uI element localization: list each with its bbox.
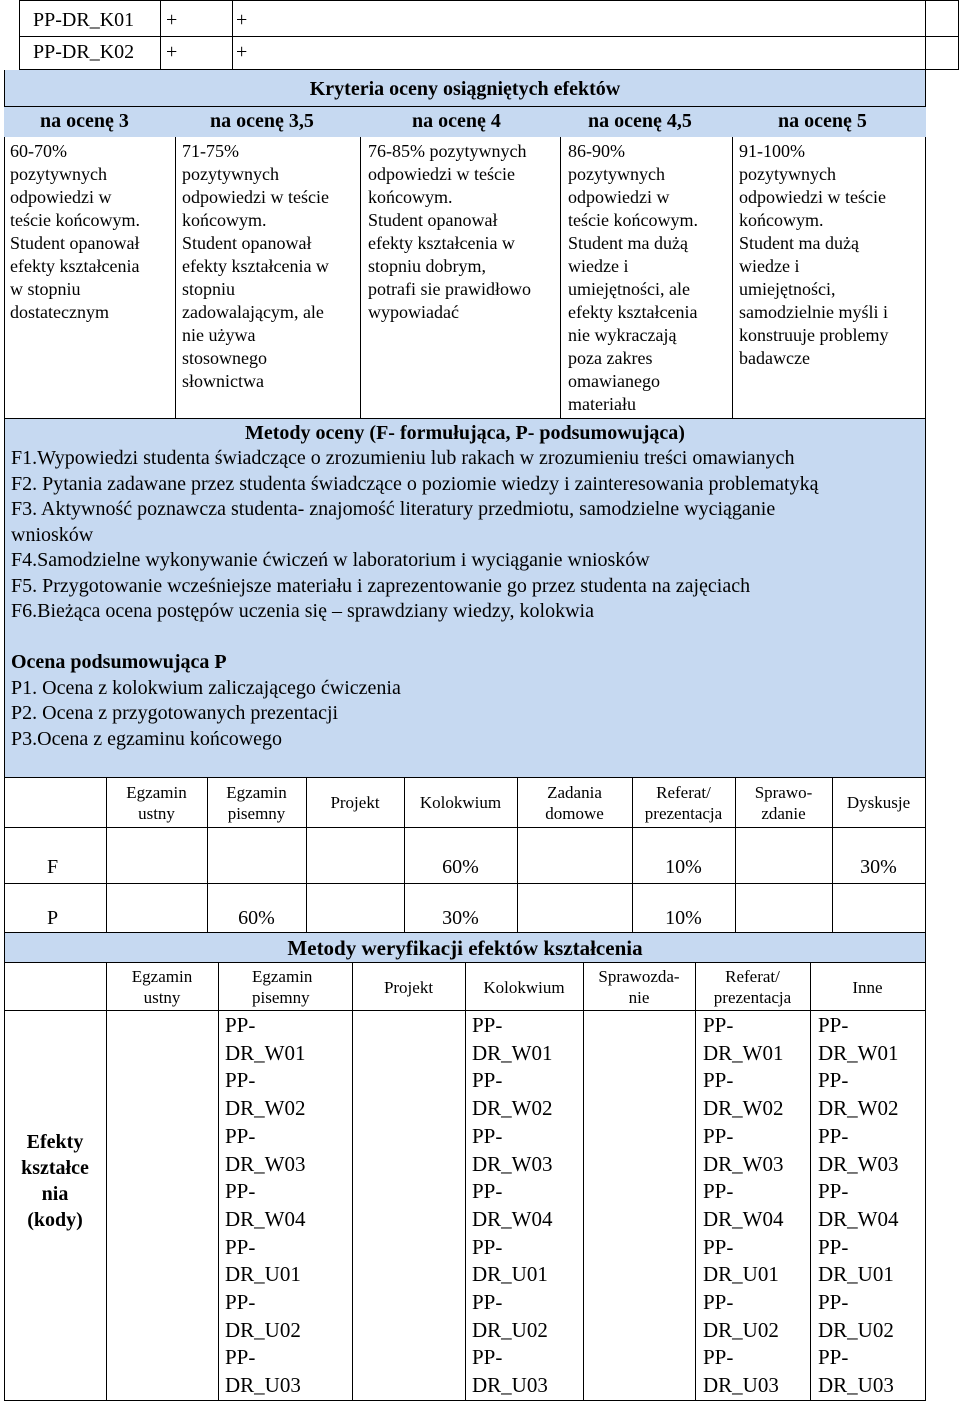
method-p2: P2. Ocena z przygotowanych prezentacji — [11, 702, 339, 724]
weights-row-p-label: P — [47, 907, 59, 929]
weights-p-kolokwium: 30% — [442, 907, 479, 929]
row-k02-col2: + — [236, 41, 248, 63]
verif-header-egzamin-ustny: Egzamin ustny — [131, 967, 193, 1007]
verif-codes-pisemny: PP- DR_W01 PP- DR_W02 PP- DR_W03 PP- DR_W04 PP- DR_U01 PP- DR_U02 PP- DR_U03 — [225, 1013, 306, 1398]
row-k01-code: PP-DR_K01 — [33, 9, 135, 31]
weights-header-kolokwium: Kolokwium — [419, 793, 502, 812]
method-f6: F6.Bieżąca ocena postępów uczenia się – sprawdziany wiedzy, kolokwia — [11, 600, 594, 622]
method-p3: P3.Ocena z egzaminu końcowego — [11, 727, 283, 750]
verif-header-projekt: Projekt — [383, 978, 434, 997]
method-f1: F1.Wypowiedzi studenta świadczące o zrozumieniu lub rakach w zrozumieniu treści omawianych — [11, 447, 795, 469]
verif-header-inne: Inne — [852, 978, 883, 997]
weights-header-egzamin-pisemny: Egzamin pisemny — [226, 783, 287, 823]
verif-codes-kolokwium: PP- DR_W01 PP- DR_W02 PP- DR_W03 PP- DR_W04 PP- DR_U01 PP- DR_U02 PP- DR_U03 — [472, 1013, 553, 1398]
method-f3: F3. Aktywność poznawcza studenta- znajomość literatury przedmiotu, samodzielne wyciąganie wniosków — [11, 498, 776, 546]
weights-p-referat: 10% — [665, 907, 702, 929]
verif-header-egzamin-pisemny: Egzamin pisemny — [252, 967, 313, 1007]
verif-header-kolokwium: Kolokwium — [483, 978, 565, 997]
grade-label-5: na ocenę 5 — [778, 110, 867, 132]
weights-row-f-label: F — [47, 856, 59, 878]
criteria-desc-5: 91-100% pozytywnych odpowiedzi w teście końcowym. Student ma dużą wiedze i umiejętności, samodzielnie myśli i konstruuje problemy badawcze — [739, 141, 889, 368]
row-k01-col2: + — [236, 9, 248, 31]
verif-header-sprawozdanie: Sprawozda- nie — [598, 967, 680, 1007]
verif-header-referat: Referat/ prezentacja — [713, 967, 792, 1007]
weights-header-referat: Referat/ prezentacja — [644, 783, 723, 823]
criteria-desc-3: 60-70% pozytywnych odpowiedzi w teście końcowym. Student opanował efekty kształcenia w stopniu dostatecznym — [10, 141, 140, 322]
grade-label-45: na ocenę 4,5 — [588, 110, 692, 132]
verif-codes-inne: PP- DR_W01 PP- DR_W02 PP- DR_W03 PP- DR_W04 PP- DR_U01 PP- DR_U02 PP- DR_U03 — [818, 1013, 899, 1398]
methods-summative-list — [11, 650, 921, 752]
methods-title: Metody oceny (F- formułująca, P- podsumowująca) — [245, 422, 685, 444]
weights-p-pisemny: 60% — [238, 907, 275, 929]
row-k01-col1: + — [166, 9, 178, 31]
row-k02-col1: + — [166, 41, 178, 63]
verification-title: Metody weryfikacji efektów kształcenia — [287, 936, 643, 960]
top-rows-table — [0, 0, 960, 70]
grade-label-4: na ocenę 4 — [412, 110, 501, 132]
grade-label-35: na ocenę 3,5 — [210, 110, 314, 132]
method-p1: P1. Ocena z kolokwium zaliczającego ćwiczenia — [11, 676, 401, 699]
weights-header-egzamin-ustny: Egzamin ustny — [126, 783, 187, 823]
verif-codes-referat: PP- DR_W01 PP- DR_W02 PP- DR_W03 PP- DR_W04 PP- DR_U01 PP- DR_U02 PP- DR_U03 — [703, 1013, 784, 1398]
weights-header-zadania: Zadania domowe — [545, 783, 604, 823]
verif-row-label: Efekty kształce nia (kody) — [21, 1131, 89, 1231]
summative-title: Ocena podsumowująca P — [11, 651, 227, 673]
row-k02-code: PP-DR_K02 — [33, 41, 135, 63]
methods-formative-list — [11, 446, 921, 625]
weights-header-sprawozdanie: Sprawo- zdanie — [754, 783, 813, 823]
criteria-desc-35: 71-75% pozytywnych odpowiedzi w teście końcowym. Student opanował efekty kształcenia w stopniu zadowalającym, ale nie używa stosownego słownictwa — [182, 141, 329, 391]
criteria-title: Kryteria oceny osiągniętych efektów — [309, 78, 621, 100]
method-f4: F4.Samodzielne wykonywanie ćwiczeń w laboratorium i wyciąganie wniosków — [11, 549, 650, 571]
weights-f-referat: 10% — [665, 856, 702, 878]
weights-table — [0, 777, 960, 932]
criteria-desc-4: 76-85% pozytywnych odpowiedzi w teście końcowym. Student opanował efekty kształcenia w stopniu dobrym, potrafi sie prawidłowo wypowiadać — [368, 141, 531, 322]
verification-table — [0, 932, 960, 1404]
method-f2: F2. Pytania zadawane przez studenta świadczące o poziomie wiedzy i zainteresowania problematyką — [11, 472, 819, 495]
weights-f-dyskusje: 30% — [860, 856, 897, 878]
grade-label-3: na ocenę 3 — [40, 110, 129, 132]
weights-header-projekt: Projekt — [330, 793, 380, 812]
weights-f-kolokwium: 60% — [442, 856, 479, 878]
method-f5: F5. Przygotowanie wcześniejsze materiału i zaprezentowanie go przez studenta na zajęciach — [11, 574, 751, 597]
weights-header-dyskusje: Dyskusje — [846, 793, 911, 812]
criteria-desc-45: 86-90% pozytywnych odpowiedzi w teście końcowym. Student ma dużą wiedze i umiejętności, ale efekty kształcenia nie wykraczają poza zakres omawianego materiału — [568, 141, 698, 414]
